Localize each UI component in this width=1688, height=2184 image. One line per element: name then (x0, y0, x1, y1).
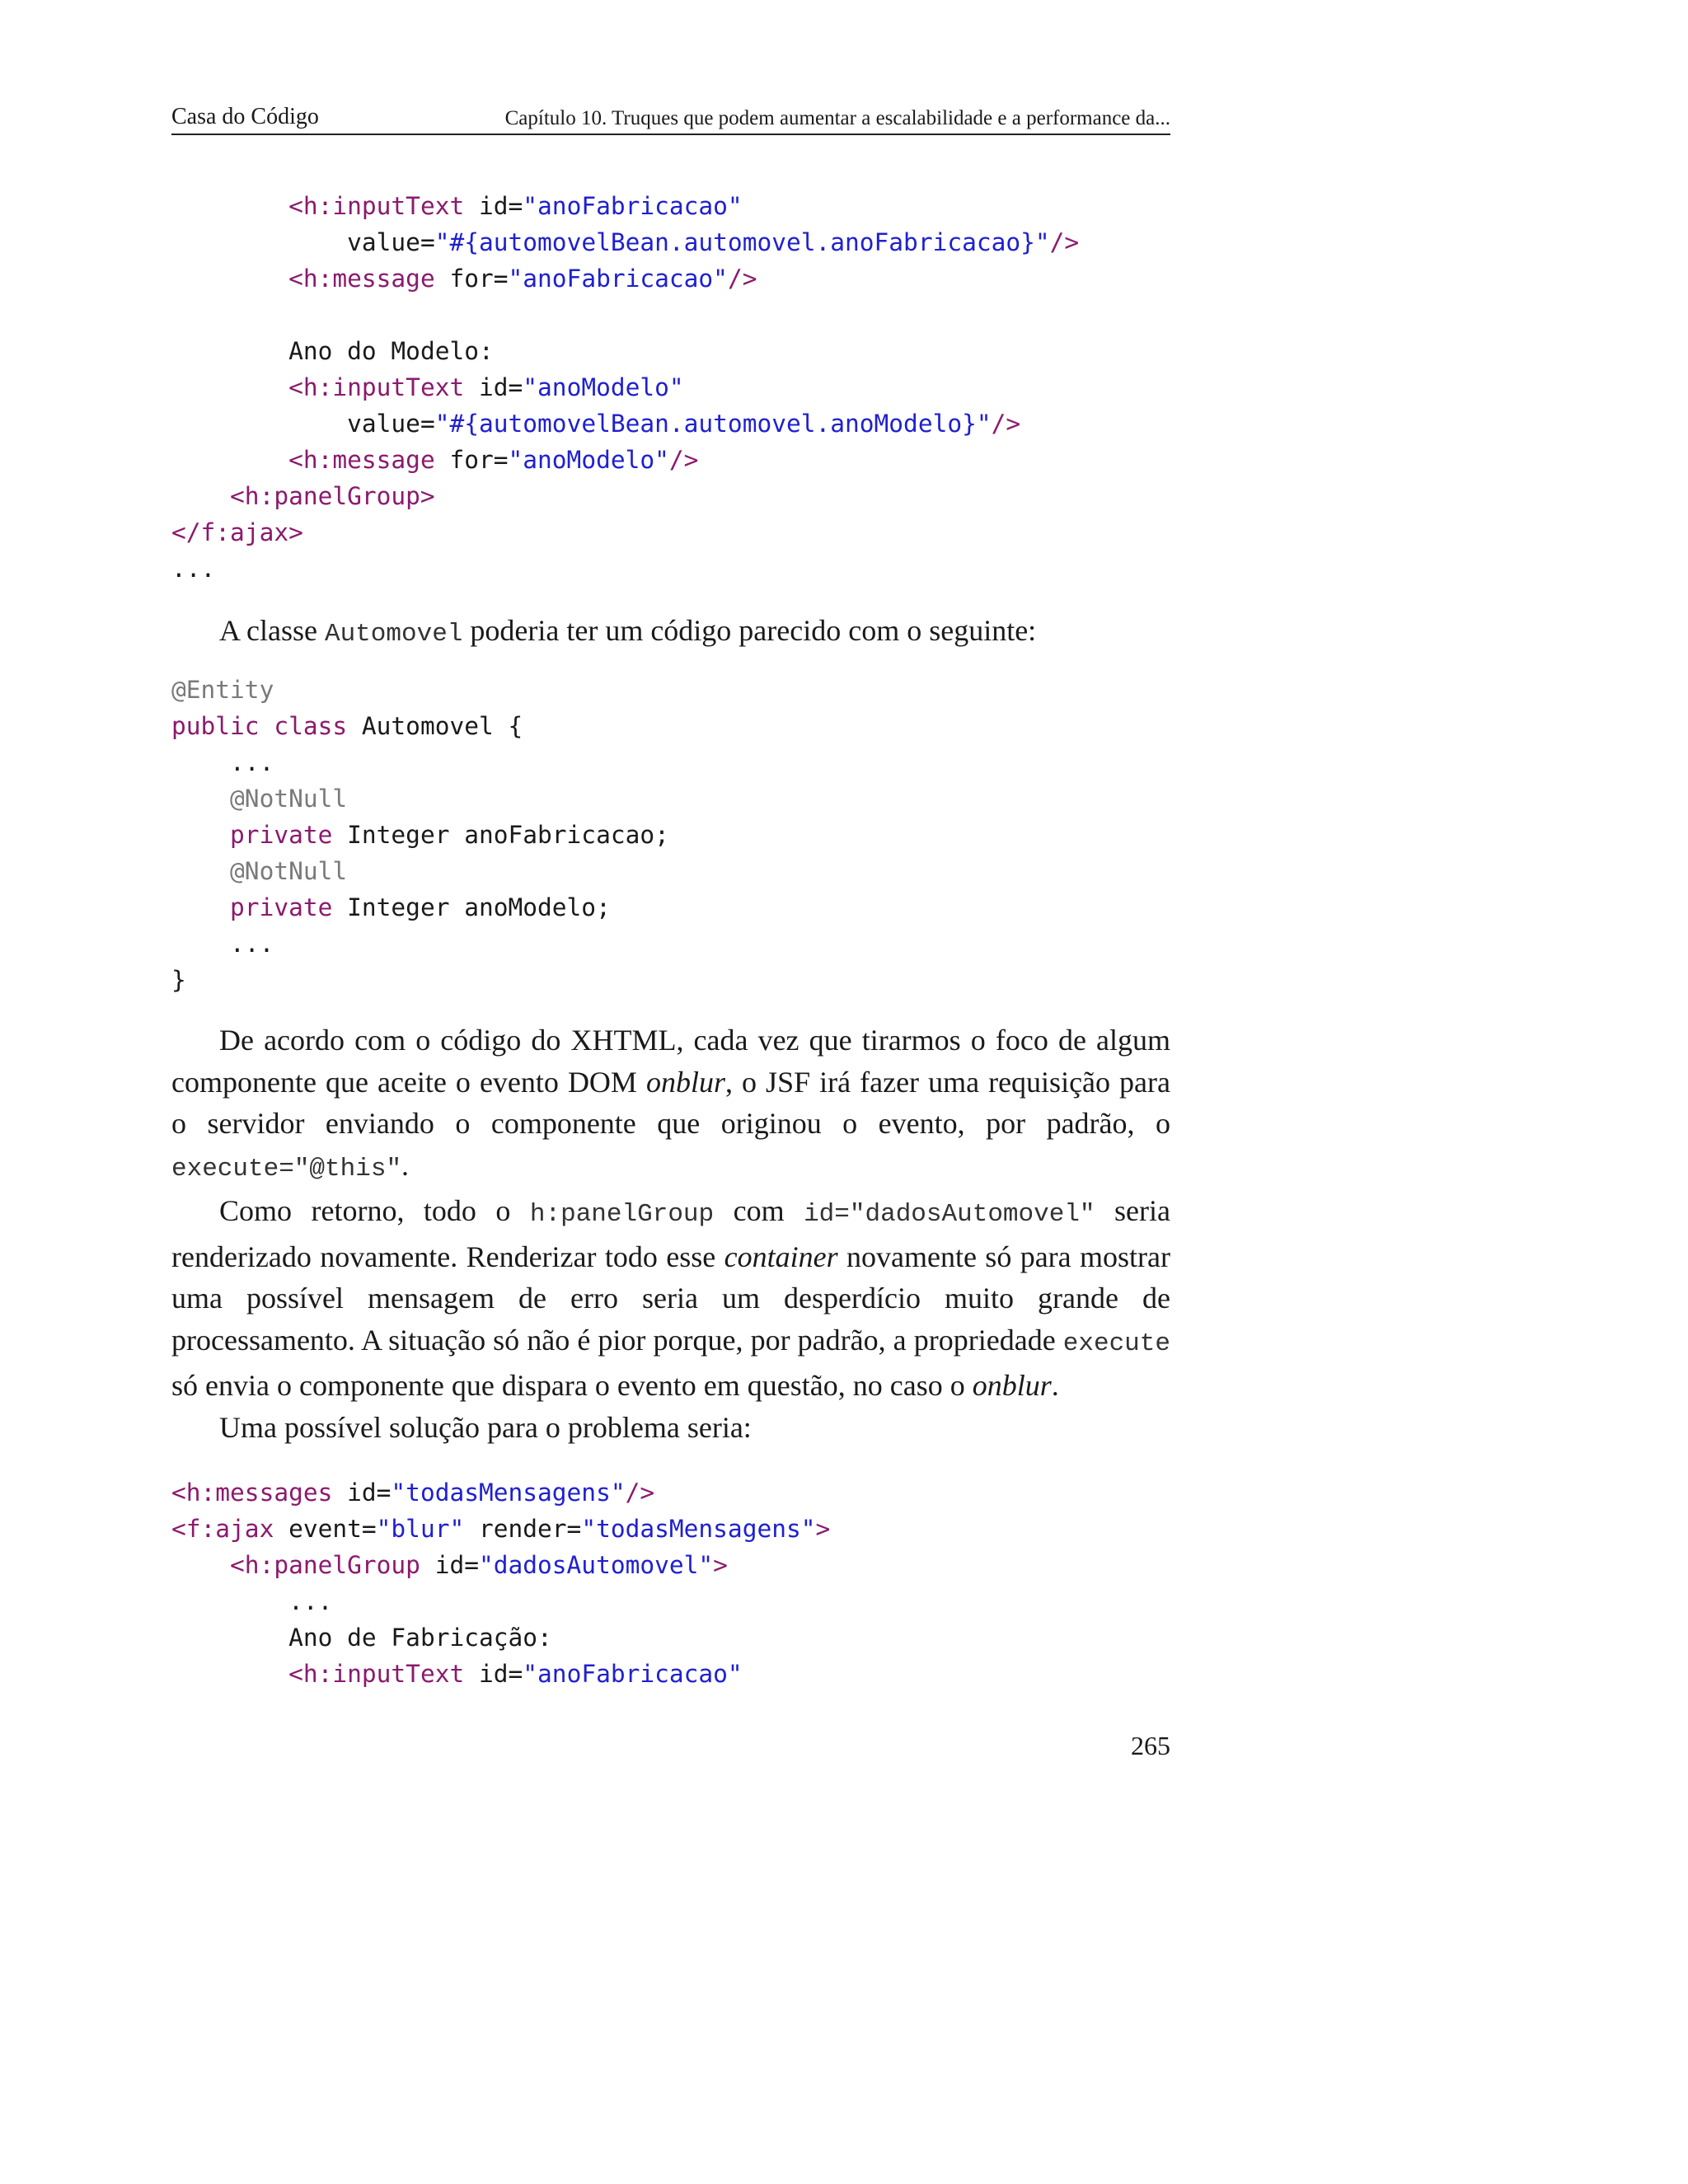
code-line (171, 333, 1079, 369)
text: poderia ter um código parecido com o seguinte: (462, 614, 1037, 647)
code-line (171, 1656, 830, 1692)
inline-code: id="dadosAutomovel" (804, 1200, 1095, 1229)
code-token: "anoModelo" (508, 446, 669, 474)
code-line (171, 817, 669, 853)
running-header (171, 97, 1170, 135)
code-token: "#{automovelBean.automovel.anoModelo}" (434, 410, 992, 438)
emphasis: onblur (972, 1369, 1052, 1402)
code-token: Integer anoFabricacao; (332, 821, 669, 849)
inline-code: execute (1062, 1329, 1170, 1358)
inline-code: execute="@this" (171, 1154, 402, 1183)
header-book-title: Casa do Código (171, 104, 319, 129)
text: A classe (219, 614, 325, 647)
code-token: /> (668, 446, 699, 474)
code-token: "blur" (376, 1515, 465, 1543)
code-line (171, 672, 669, 708)
code-line (171, 962, 669, 998)
code-token: <h:message (288, 446, 435, 474)
code-line (171, 369, 1079, 405)
code-token: for= (434, 265, 509, 293)
code-line (171, 780, 669, 817)
code-token: @NotNull (230, 857, 348, 885)
code-line (171, 708, 669, 744)
code-token: > (713, 1551, 728, 1579)
code-token: Ano de Fabricação: (288, 1624, 552, 1652)
code-line (171, 853, 669, 889)
paragraph-automovel-intro (171, 610, 1170, 656)
text: novamente só para mostrar uma possível mensagem de erro seria um desperdício muito grande de processamento. A situação só não é pior porque, por padrão, a propriedade (171, 1240, 1170, 1357)
code-token: "#{automovelBean.automovel.anoFabricacao}" (434, 228, 1050, 256)
inline-code: Automovel (324, 620, 463, 649)
code-token: id= (464, 192, 523, 220)
code-token: event= (274, 1515, 377, 1543)
code-line (171, 297, 1079, 333)
code-line (171, 442, 1079, 478)
code-token: } (171, 966, 186, 994)
code-token: /> (727, 265, 757, 293)
code-token: value= (347, 410, 435, 438)
code-token: <h:inputText (288, 1660, 465, 1688)
code-token: "todasMensagens" (581, 1515, 816, 1543)
code-token: </f:ajax> (171, 518, 303, 546)
text: , o JSF irá fazer uma requisição para o servidor enviando o componente que originou o evento, por padrão, o (171, 1065, 1170, 1140)
code-token: "anoFabricacao" (508, 265, 728, 293)
code-line (171, 1474, 830, 1511)
code-line (171, 1583, 830, 1619)
code-token: /> (1049, 228, 1080, 256)
code-block-java-entity (171, 672, 669, 998)
code-token: @Entity (171, 676, 274, 704)
code-token: <h:inputText (288, 373, 465, 401)
code-token: value= (347, 228, 435, 256)
code-token: render= (464, 1515, 582, 1543)
code-token: /> (991, 410, 1021, 438)
paragraph-xhtml-explanation (171, 1019, 1170, 1190)
emphasis: container (724, 1240, 838, 1273)
code-line (171, 1547, 830, 1583)
code-token: id= (332, 1479, 392, 1507)
code-line (171, 514, 1079, 551)
code-token: Integer anoModelo; (332, 893, 611, 921)
code-line (171, 188, 1079, 224)
text: Uma possível solução para o problema seria: (219, 1410, 752, 1444)
code-block-xhtml-solution (171, 1474, 830, 1692)
code-token: "dadosAutomovel" (478, 1551, 714, 1579)
code-token: private (230, 893, 333, 921)
code-token: "anoFabricacao" (523, 192, 743, 220)
code-line (171, 1619, 830, 1656)
code-line (171, 260, 1079, 297)
code-token: for= (434, 446, 509, 474)
body-text (171, 1019, 1170, 1448)
emphasis: onblur (645, 1065, 725, 1099)
text: só envia o componente que dispara o evento em questão, no caso o (171, 1369, 973, 1402)
code-token: ... (288, 1587, 333, 1615)
code-token: id= (420, 1551, 479, 1579)
code-line (171, 224, 1079, 260)
code-token: > (815, 1515, 831, 1543)
code-token: public class (171, 712, 348, 740)
code-token: ... (230, 930, 274, 958)
code-token: @NotNull (230, 785, 348, 813)
code-token: ... (230, 748, 274, 776)
code-line (171, 405, 1079, 442)
inline-code: h:panelGroup (529, 1200, 715, 1229)
header-chapter-title: Capítulo 10. Truques que podem aumentar a escalabilidade e a performance da... (504, 107, 1170, 129)
code-token: Automovel { (347, 712, 523, 740)
code-token: Ano do Modelo: (288, 337, 494, 365)
code-token: id= (464, 373, 523, 401)
text: . (1051, 1369, 1059, 1402)
code-token: id= (464, 1660, 523, 1688)
text: seria renderizado novamente. Renderizar todo esse (171, 1194, 1170, 1273)
code-token: "anoFabricacao" (523, 1660, 743, 1688)
text: com (714, 1194, 804, 1227)
code-line (171, 744, 669, 780)
code-token: ... (171, 555, 216, 583)
code-token: /> (625, 1479, 655, 1507)
code-token: <h:messages (171, 1479, 333, 1507)
code-token: <f:ajax (171, 1515, 274, 1543)
code-line (171, 551, 1079, 587)
page-number: 265 (1131, 1731, 1170, 1760)
code-token: "todasMensagens" (391, 1479, 626, 1507)
code-token: <h:message (288, 265, 435, 293)
paragraph-render-explanation (171, 1190, 1170, 1407)
code-line (171, 889, 669, 926)
text: . (401, 1148, 410, 1182)
text: Como retorno, todo o (219, 1194, 530, 1227)
code-line (171, 1511, 830, 1547)
code-token: private (230, 821, 333, 849)
code-token: "anoModelo" (523, 373, 684, 401)
code-token: <h:inputText (288, 192, 465, 220)
code-block-xhtml-continuation (171, 188, 1079, 587)
code-token: <h:panelGroup (230, 1551, 420, 1579)
code-token: <h:panelGroup> (230, 482, 435, 510)
paragraph-solution-intro (171, 1407, 1170, 1449)
code-line (171, 926, 669, 962)
text: De acordo com o código do XHTML, cada vez que tirarmos o foco de algum componente que aceite o evento DOM (171, 1024, 1170, 1099)
code-line (171, 478, 1079, 514)
